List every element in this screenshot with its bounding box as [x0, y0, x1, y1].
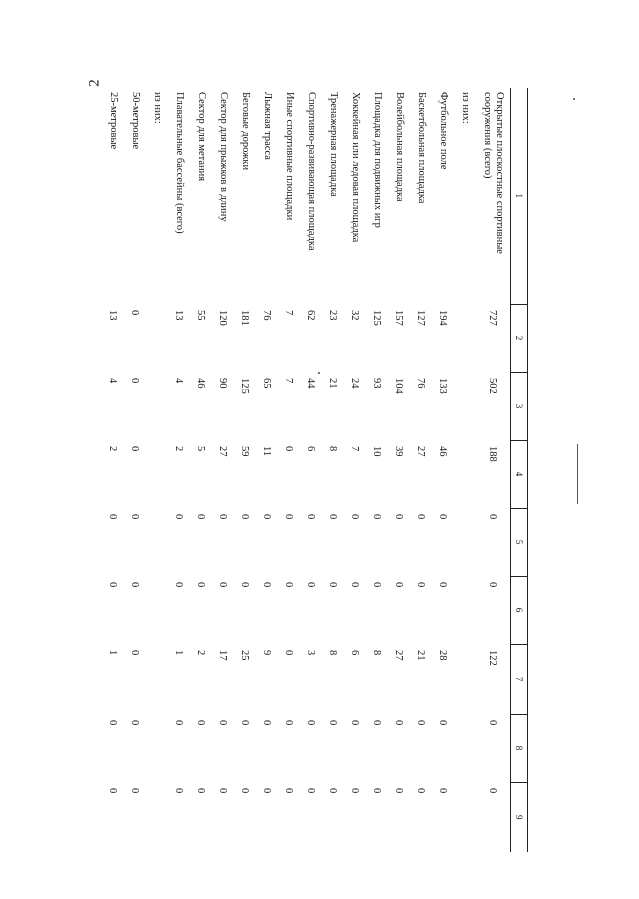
- table-cell: 0: [415, 720, 427, 726]
- scan-speck: [318, 372, 320, 374]
- table-cell: 55: [195, 310, 207, 321]
- table-cell: 11: [261, 446, 273, 457]
- table-cell: 0: [487, 788, 499, 794]
- row-label: Площадка для подвижных игр: [372, 92, 383, 228]
- table-cell: 122: [487, 650, 499, 666]
- row-label: Открытые плоскостные спортивные сооружения (всего): [482, 92, 505, 254]
- table-row: [234, 88, 256, 852]
- table-cell: 44: [305, 378, 317, 389]
- page-number-text: 2: [86, 79, 103, 87]
- table-cell: 127: [415, 310, 427, 326]
- table-row: [366, 88, 388, 852]
- table-cell: 0: [283, 446, 295, 452]
- table-cell: [454, 782, 476, 852]
- row-label: Хоккейная или ледовая площадка: [350, 92, 361, 243]
- table-cell: [454, 714, 476, 782]
- table-cell: 32: [349, 310, 361, 321]
- table-cell: 0: [129, 582, 141, 588]
- table-cell: 8: [371, 650, 383, 656]
- table-cell: 62: [305, 310, 317, 321]
- table-cell: 8: [327, 650, 339, 656]
- column-header-1: 1: [511, 88, 528, 304]
- column-header-4: 4: [511, 440, 528, 508]
- table-cell: [146, 508, 168, 576]
- table-cell: 104: [393, 378, 405, 394]
- table-cell: [454, 508, 476, 576]
- table-cell: 39: [393, 446, 405, 457]
- table-cell: 0: [129, 788, 141, 794]
- table-cell: 0: [305, 788, 317, 794]
- table-cell: 0: [261, 582, 273, 588]
- table-cell: 194: [437, 310, 449, 326]
- table-cell: 0: [371, 514, 383, 520]
- column-header-7: 7: [511, 644, 528, 714]
- table-cell: [146, 576, 168, 644]
- column-header-9: 9: [511, 782, 528, 852]
- table-cell: 181: [239, 310, 251, 326]
- table-cell: 0: [305, 514, 317, 520]
- table-cell: 93: [371, 378, 383, 389]
- table-cell: 13: [173, 310, 185, 321]
- table-cell: 2: [195, 650, 207, 656]
- table-cell: 4: [173, 378, 185, 384]
- table-cell: 6: [305, 446, 317, 452]
- table-cell: 0: [129, 720, 141, 726]
- table-cell: 0: [217, 720, 229, 726]
- table-cell: 0: [349, 720, 361, 726]
- table-cell: 0: [195, 514, 207, 520]
- table-cell: 3: [305, 650, 317, 656]
- table-body: [102, 88, 511, 852]
- table-cell: 0: [487, 582, 499, 588]
- table-row: [388, 88, 410, 852]
- table-cell: 0: [415, 514, 427, 520]
- table-cell: 13: [107, 310, 119, 321]
- table-cell: [454, 304, 476, 372]
- table-cell: 10: [371, 446, 383, 457]
- table-cell: 27: [415, 446, 427, 457]
- table-cell: 24: [349, 378, 361, 389]
- row-label: Беговые дорожки: [240, 92, 251, 171]
- table-cell: 6: [349, 650, 361, 656]
- table-cell: 0: [393, 720, 405, 726]
- table-cell: 90: [217, 378, 229, 389]
- table-cell: 21: [327, 378, 339, 389]
- table-cell: 0: [437, 720, 449, 726]
- table-cell: [454, 576, 476, 644]
- table-cell: 21: [415, 650, 427, 661]
- table-cell: 0: [349, 788, 361, 794]
- row-label: из них:: [460, 92, 471, 124]
- table-cell: 8: [327, 446, 339, 452]
- table-cell: 0: [487, 720, 499, 726]
- table-row: [410, 88, 432, 852]
- table-cell: 0: [107, 788, 119, 794]
- table-cell: 0: [327, 720, 339, 726]
- scan-speck: [573, 98, 575, 100]
- table-cell: 27: [393, 650, 405, 661]
- table-cell: 9: [261, 650, 273, 656]
- row-label: Футбольное поле: [438, 92, 449, 170]
- row-label: Тренажерная площадка: [328, 92, 339, 197]
- table-row: [124, 88, 146, 852]
- table-cell: 2: [107, 446, 119, 452]
- page-number: [88, 76, 102, 90]
- table-cell: 0: [195, 788, 207, 794]
- row-label: из них:: [152, 92, 163, 124]
- table-cell: 0: [217, 582, 229, 588]
- table-row: [146, 88, 168, 852]
- row-label: Спортивно-развивающая площадка: [306, 92, 317, 251]
- table-row: [256, 88, 278, 852]
- table-row: [344, 88, 366, 852]
- table-cell: 502: [487, 378, 499, 394]
- table-row: [432, 88, 454, 852]
- table-cell: 0: [437, 514, 449, 520]
- table-cell: 120: [217, 310, 229, 326]
- table-cell: 0: [283, 788, 295, 794]
- table-cell: 0: [349, 582, 361, 588]
- table-cell: 46: [437, 446, 449, 457]
- table-cell: 1: [173, 650, 185, 656]
- table-header-row: [511, 88, 528, 852]
- table-cell: 125: [371, 310, 383, 326]
- row-label: Сектор для прыжков в длину: [218, 92, 229, 222]
- table-row: [322, 88, 344, 852]
- table-cell: 0: [327, 582, 339, 588]
- table-cell: 1: [107, 650, 119, 656]
- table-cell: [146, 714, 168, 782]
- table-cell: 0: [195, 720, 207, 726]
- table-cell: 0: [173, 720, 185, 726]
- table-row: [454, 88, 476, 852]
- sports-facilities-table: [102, 88, 528, 852]
- table-cell: 0: [129, 650, 141, 656]
- table-cell: 0: [283, 650, 295, 656]
- table-cell: 7: [283, 310, 295, 316]
- table-cell: 0: [283, 514, 295, 520]
- table-cell: 76: [261, 310, 273, 321]
- table-cell: 0: [173, 514, 185, 520]
- table-cell: 7: [349, 446, 361, 452]
- table-cell: 0: [261, 788, 273, 794]
- table-cell: 0: [393, 788, 405, 794]
- column-header-8: 8: [511, 714, 528, 782]
- row-label: Лыжная трасса: [262, 92, 273, 160]
- table-cell: 0: [217, 514, 229, 520]
- table-cell: [146, 782, 168, 852]
- scan-mark-line: [577, 444, 578, 504]
- row-label: 50-метровые: [130, 92, 141, 150]
- table-cell: 0: [305, 720, 317, 726]
- table-row: [190, 88, 212, 852]
- row-label: Баскетбольная площадка: [416, 92, 427, 204]
- table-cell: [454, 440, 476, 508]
- table-cell: 17: [217, 650, 229, 661]
- table-cell: 0: [415, 788, 427, 794]
- table-cell: 0: [327, 788, 339, 794]
- table-cell: 0: [487, 514, 499, 520]
- table-cell: [454, 372, 476, 440]
- table-cell: [146, 440, 168, 508]
- table-cell: 0: [129, 378, 141, 384]
- table-cell: 125: [239, 378, 251, 394]
- table-cell: 0: [217, 788, 229, 794]
- table-cell: 0: [239, 720, 251, 726]
- table-row: [278, 88, 300, 852]
- column-header-6: 6: [511, 576, 528, 644]
- table-cell: 188: [487, 446, 499, 462]
- table-row: [212, 88, 234, 852]
- table-cell: 0: [371, 582, 383, 588]
- table-cell: [146, 304, 168, 372]
- table-cell: 0: [239, 514, 251, 520]
- table-cell: 0: [173, 582, 185, 588]
- table-cell: 0: [239, 582, 251, 588]
- table-cell: 0: [129, 310, 141, 316]
- table-cell: 0: [437, 582, 449, 588]
- row-label: Сектор для метания: [196, 92, 207, 182]
- table-cell: 7: [283, 378, 295, 384]
- table-cell: 46: [195, 378, 207, 389]
- table-cell: 5: [195, 446, 207, 452]
- table-cell: 0: [107, 582, 119, 588]
- table-cell: 0: [371, 788, 383, 794]
- table-cell: 0: [371, 720, 383, 726]
- column-header-2: 2: [511, 304, 528, 372]
- table-cell: 0: [239, 788, 251, 794]
- table-cell: 2: [173, 446, 185, 452]
- table-cell: 0: [415, 582, 427, 588]
- row-label: 25-метровые: [108, 92, 119, 150]
- row-label: Иные спортивные площадки: [284, 92, 295, 221]
- table-cell: 133: [437, 378, 449, 394]
- table-cell: 0: [129, 514, 141, 520]
- table-cell: [146, 372, 168, 440]
- table-cell: 76: [415, 378, 427, 389]
- row-label: Плавательные бассейны (всего): [174, 92, 185, 234]
- table-cell: 0: [283, 720, 295, 726]
- table-row: [168, 88, 190, 852]
- table-cell: 0: [349, 514, 361, 520]
- table-cell: 0: [393, 514, 405, 520]
- table-cell: 0: [195, 582, 207, 588]
- table-cell: 27: [217, 446, 229, 457]
- table-cell: 0: [305, 582, 317, 588]
- table-cell: 157: [393, 310, 405, 326]
- table-cell: 0: [327, 514, 339, 520]
- table-cell: 727: [487, 310, 499, 326]
- table-cell: 59: [239, 446, 251, 457]
- table-cell: 0: [129, 446, 141, 452]
- table-cell: 0: [261, 514, 273, 520]
- table-cell: 0: [283, 582, 295, 588]
- table-row: [476, 88, 511, 852]
- table-row: [102, 88, 124, 852]
- column-header-5: 5: [511, 508, 528, 576]
- table-row: [300, 88, 322, 852]
- table-cell: 0: [437, 788, 449, 794]
- column-header-3: 3: [511, 372, 528, 440]
- table-cell: 0: [393, 582, 405, 588]
- table-cell: 4: [107, 378, 119, 384]
- table-cell: 28: [437, 650, 449, 661]
- table-cell: 25: [239, 650, 251, 661]
- table-cell: 65: [261, 378, 273, 389]
- rotated-table-container: [104, 88, 528, 852]
- table-cell: 23: [327, 310, 339, 321]
- table-cell: 0: [107, 514, 119, 520]
- table-cell: 0: [107, 720, 119, 726]
- table-cell: [454, 644, 476, 714]
- row-label: Волейбольная площадка: [394, 92, 405, 202]
- table-cell: [146, 644, 168, 714]
- table-cell: 0: [173, 788, 185, 794]
- table-cell: 0: [261, 720, 273, 726]
